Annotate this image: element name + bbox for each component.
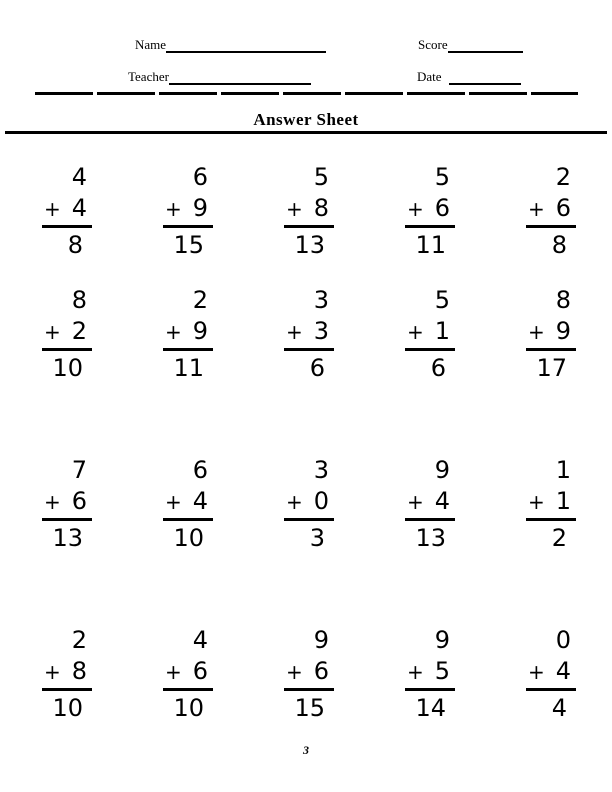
bottom-addend: 3	[313, 317, 329, 345]
top-addend: 2	[71, 626, 87, 654]
title-rule	[5, 131, 607, 134]
bottom-addend: 4	[555, 657, 571, 685]
plus-icon: +	[407, 660, 424, 684]
bottom-addend: 6	[434, 194, 450, 222]
bottom-addend: 4	[192, 487, 208, 515]
answer-value: 6	[430, 354, 446, 382]
answer-value: 10	[173, 694, 204, 722]
plus-icon: +	[286, 320, 303, 344]
answer-value: 10	[52, 694, 83, 722]
score-label: Score	[418, 37, 448, 52]
bottom-addend: 1	[434, 317, 450, 345]
bottom-addend-row	[526, 316, 576, 351]
bottom-addend-row	[526, 486, 576, 521]
top-addend: 7	[71, 456, 87, 484]
answer-value: 13	[52, 524, 83, 552]
plus-icon: +	[528, 197, 545, 221]
plus-icon: +	[44, 660, 61, 684]
score-blank-line	[448, 38, 523, 53]
addition-problem	[526, 162, 576, 262]
addition-problem	[163, 455, 213, 555]
name-label: Name	[135, 37, 167, 52]
top-addend: 5	[434, 286, 450, 314]
top-addend: 9	[434, 456, 450, 484]
dashed-divider	[35, 92, 578, 95]
top-addend: 4	[71, 163, 87, 191]
plus-icon: +	[407, 197, 424, 221]
date-field	[417, 69, 521, 85]
answer-value: 10	[173, 524, 204, 552]
top-addend: 2	[192, 286, 208, 314]
top-addend: 0	[555, 626, 571, 654]
answer-value: 8	[67, 231, 83, 259]
top-addend: 6	[192, 163, 208, 191]
addition-problem	[284, 455, 334, 555]
bottom-addend-row	[42, 193, 92, 228]
bottom-addend-row	[526, 193, 576, 228]
top-addend: 8	[555, 286, 571, 314]
teacher-field	[128, 69, 311, 85]
bottom-addend: 9	[192, 317, 208, 345]
plus-icon: +	[165, 320, 182, 344]
plus-icon: +	[286, 660, 303, 684]
top-addend: 3	[313, 456, 329, 484]
teacher-label: Teacher	[128, 69, 169, 84]
addition-problem	[163, 162, 213, 262]
plus-icon: +	[528, 660, 545, 684]
answer-value: 4	[551, 694, 567, 722]
bottom-addend: 4	[71, 194, 87, 222]
bottom-addend: 4	[434, 487, 450, 515]
top-addend: 6	[192, 456, 208, 484]
bottom-addend-row	[284, 193, 334, 228]
answer-value: 13	[294, 231, 325, 259]
plus-icon: +	[44, 320, 61, 344]
bottom-addend-row	[42, 656, 92, 691]
addition-problem	[42, 285, 92, 385]
plus-icon: +	[528, 490, 545, 514]
top-addend: 9	[313, 626, 329, 654]
problem-row-4	[42, 625, 576, 725]
top-addend: 3	[313, 286, 329, 314]
problem-row-1	[42, 162, 576, 262]
bottom-addend-row	[405, 486, 455, 521]
answer-value: 15	[173, 231, 204, 259]
bottom-addend: 6	[192, 657, 208, 685]
addition-problem	[42, 162, 92, 262]
page-title: Answer Sheet	[253, 110, 359, 129]
name-blank-line	[166, 38, 326, 53]
date-label: Date	[417, 69, 442, 84]
addition-problem	[42, 625, 92, 725]
plus-icon: +	[286, 197, 303, 221]
bottom-addend-row	[526, 656, 576, 691]
bottom-addend-row	[284, 656, 334, 691]
addition-problem	[526, 285, 576, 385]
bottom-addend: 5	[434, 657, 450, 685]
answer-value: 11	[173, 354, 204, 382]
plus-icon: +	[165, 197, 182, 221]
addition-problem	[526, 625, 576, 725]
bottom-addend: 6	[313, 657, 329, 685]
plus-icon: +	[44, 490, 61, 514]
answer-value: 6	[309, 354, 325, 382]
addition-problem	[284, 162, 334, 262]
addition-problem	[284, 625, 334, 725]
addition-problem	[526, 455, 576, 555]
top-addend: 5	[434, 163, 450, 191]
bottom-addend-row	[163, 193, 213, 228]
bottom-addend-row	[42, 316, 92, 351]
bottom-addend: 8	[313, 194, 329, 222]
bottom-addend: 2	[71, 317, 87, 345]
answer-value: 13	[415, 524, 446, 552]
answer-value: 17	[536, 354, 567, 382]
addition-problem	[405, 285, 455, 385]
bottom-addend-row	[42, 486, 92, 521]
addition-problem	[42, 455, 92, 555]
bottom-addend-row	[405, 316, 455, 351]
top-addend: 8	[71, 286, 87, 314]
addition-problem	[405, 455, 455, 555]
bottom-addend: 9	[555, 317, 571, 345]
bottom-addend: 1	[555, 487, 571, 515]
problem-row-3	[42, 455, 576, 555]
addition-problem	[163, 625, 213, 725]
plus-icon: +	[165, 490, 182, 514]
plus-icon: +	[44, 197, 61, 221]
plus-icon: +	[407, 490, 424, 514]
bottom-addend: 8	[71, 657, 87, 685]
answer-value: 2	[551, 524, 567, 552]
bottom-addend-row	[405, 656, 455, 691]
problem-row-2	[42, 285, 576, 385]
bottom-addend-row	[405, 193, 455, 228]
bottom-addend-row	[163, 656, 213, 691]
addition-problem	[284, 285, 334, 385]
plus-icon: +	[528, 320, 545, 344]
score-field	[418, 37, 523, 53]
answer-value: 8	[551, 231, 567, 259]
plus-icon: +	[407, 320, 424, 344]
bottom-addend: 6	[555, 194, 571, 222]
bottom-addend-row	[163, 486, 213, 521]
teacher-blank-line	[169, 70, 311, 85]
bottom-addend: 0	[313, 487, 329, 515]
answer-value: 3	[309, 524, 325, 552]
plus-icon: +	[165, 660, 182, 684]
answer-value: 14	[415, 694, 446, 722]
top-addend: 4	[192, 626, 208, 654]
addition-problem	[405, 162, 455, 262]
bottom-addend-row	[284, 486, 334, 521]
page-number: 3	[303, 743, 309, 757]
answer-value: 11	[415, 231, 446, 259]
bottom-addend-row	[163, 316, 213, 351]
answer-value: 15	[294, 694, 325, 722]
answer-value: 10	[52, 354, 83, 382]
top-addend: 9	[434, 626, 450, 654]
top-addend: 5	[313, 163, 329, 191]
top-addend: 1	[555, 456, 571, 484]
bottom-addend: 6	[71, 487, 87, 515]
addition-problem	[405, 625, 455, 725]
addition-problem	[163, 285, 213, 385]
top-addend: 2	[555, 163, 571, 191]
date-blank-line	[449, 70, 521, 85]
bottom-addend-row	[284, 316, 334, 351]
bottom-addend: 9	[192, 194, 208, 222]
plus-icon: +	[286, 490, 303, 514]
name-field	[135, 37, 326, 53]
